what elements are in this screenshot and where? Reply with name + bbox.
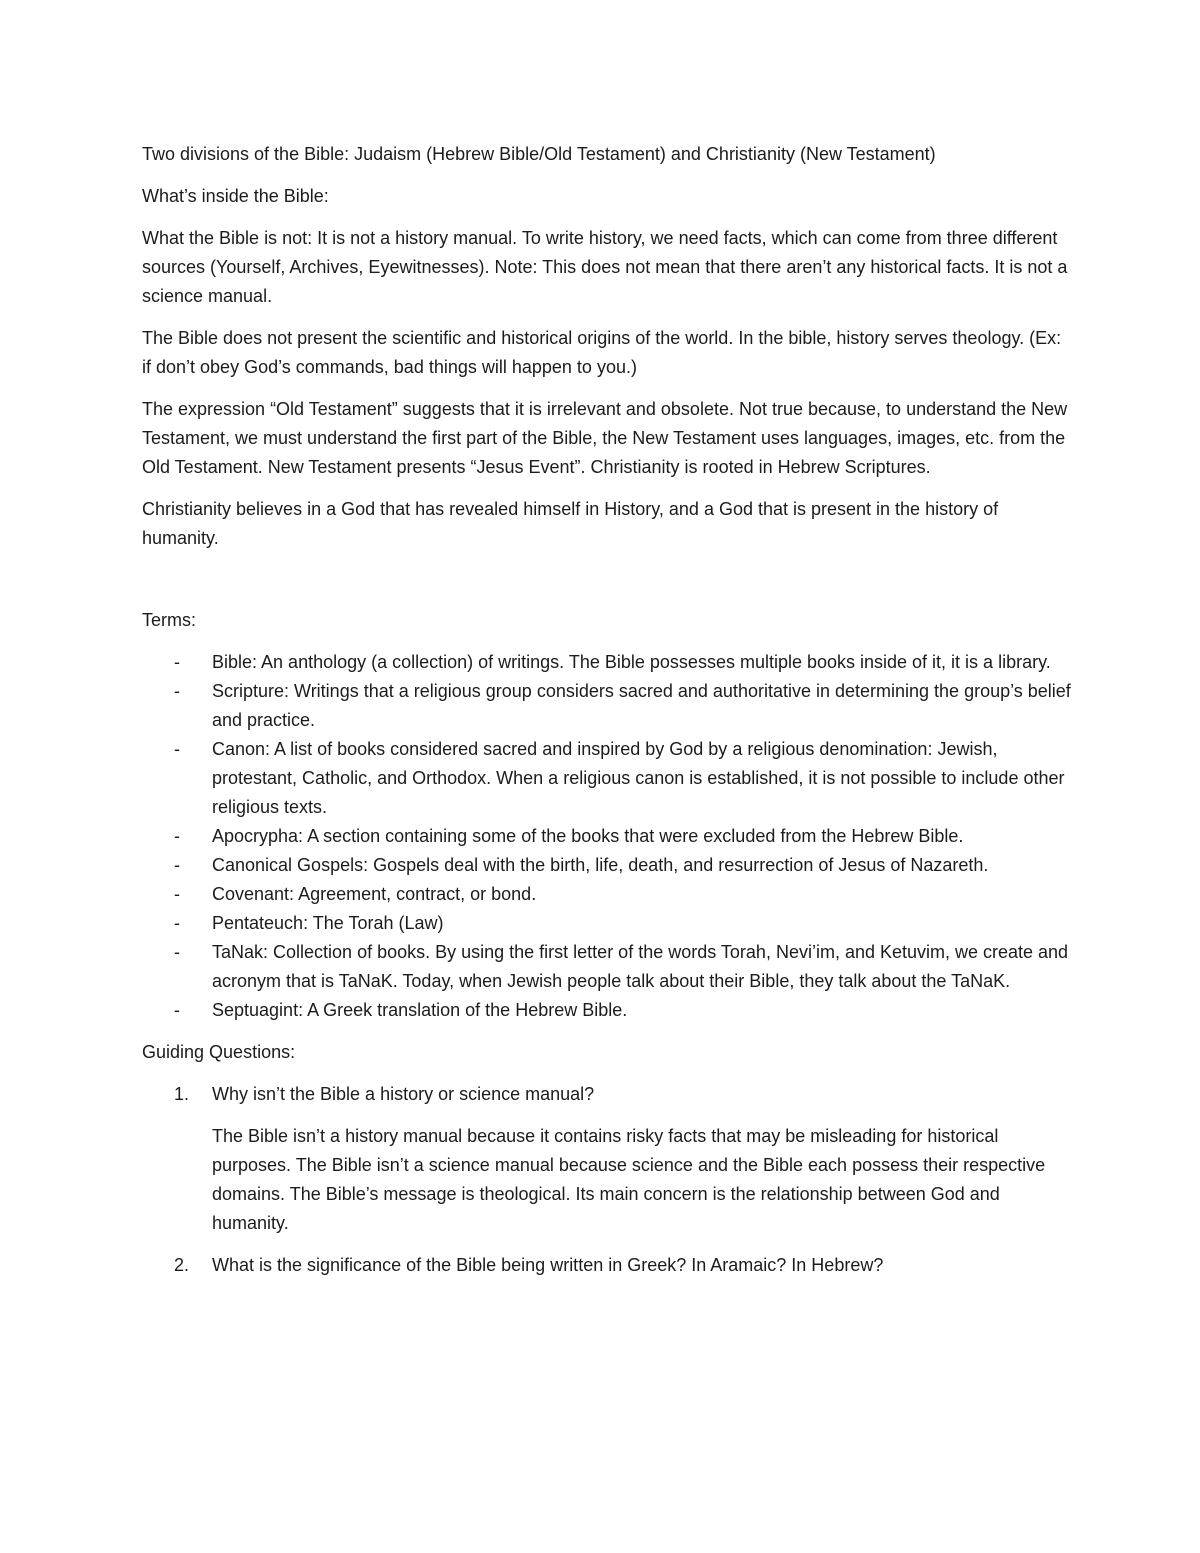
- inside-bible-paragraph: What’s inside the Bible:: [142, 186, 329, 206]
- term-text: Scripture: Writings that a religious group considers sacred and authoritative in determining the group’s belief and practice.: [212, 681, 1071, 730]
- term-item: [142, 677, 1072, 735]
- term-item: [142, 909, 1072, 938]
- question-number: 1.: [174, 1084, 190, 1104]
- term-text: Bible: An anthology (a collection) of writings. The Bible possesses multiple books inside of it, it is a library.: [212, 652, 1051, 672]
- list-bullet: -: [174, 681, 180, 701]
- question-item: [142, 1080, 1072, 1238]
- question-number: 2.: [174, 1255, 190, 1275]
- list-bullet: -: [174, 826, 180, 846]
- old-testament-paragraph: The expression “Old Testament” suggests that it is irrelevant and obsolete. Not true because, to understand the New Testament, we must understand the first part of the Bible, the New Testament uses languages, images, etc. from the Old Testament. New Testament presents “Jesus Event”. Christianity is rooted in Hebrew Scriptures.: [142, 399, 1068, 477]
- list-bullet: -: [174, 855, 180, 875]
- term-text: Covenant: Agreement, contract, or bond.: [212, 884, 537, 904]
- term-text: Canon: A list of books considered sacred and inspired by God by a religious denomination: Jewish, protestant, Catholic, and Orthodox. When a religious canon is established, it is not possible to include other religious texts.: [212, 739, 1065, 817]
- term-text: TaNak: Collection of books. By using the first letter of the words Torah, Nevi’im, and Ketuvim, we create and acronym that is TaNaK. Today, when Jewish people talk about their Bible, they talk about the TaNaK.: [212, 942, 1069, 991]
- document-page: [142, 140, 1072, 1293]
- answer-text: The Bible isn’t a history manual because it contains risky facts that may be misleading for historical purposes. The Bible isn’t a science manual because science and the Bible each possess their respective domains. The Bible’s message is theological. Its main concern is the relationship between God and humanity.: [212, 1126, 1046, 1233]
- list-bullet: -: [174, 913, 180, 933]
- term-item: [142, 822, 1072, 851]
- list-bullet: -: [174, 1000, 180, 1020]
- terms-list: [142, 648, 1072, 1025]
- origins-paragraph: The Bible does not present the scientific and historical origins of the world. In the bible, history serves theology. (Ex: if don’t obey God’s commands, bad things will happen to you.): [142, 328, 1062, 377]
- list-bullet: -: [174, 942, 180, 962]
- term-item: [142, 735, 1072, 822]
- christianity-paragraph: Christianity believes in a God that has revealed himself in History, and a God that is present in the history of humanity.: [142, 499, 999, 548]
- list-bullet: -: [174, 739, 180, 759]
- term-text: Apocrypha: A section containing some of the books that were excluded from the Hebrew Bible.: [212, 826, 964, 846]
- term-item: [142, 880, 1072, 909]
- list-bullet: -: [174, 652, 180, 672]
- term-item: [142, 996, 1072, 1025]
- question-text: What is the significance of the Bible being written in Greek? In Aramaic? In Hebrew?: [212, 1255, 884, 1275]
- term-text: Canonical Gospels: Gospels deal with the birth, life, death, and resurrection of Jesus of Nazareth.: [212, 855, 989, 875]
- question-item: [142, 1251, 1072, 1280]
- guiding-questions-heading: Guiding Questions:: [142, 1042, 296, 1062]
- term-text: Septuagint: A Greek translation of the Hebrew Bible.: [212, 1000, 628, 1020]
- guiding-questions-list: [142, 1080, 1072, 1280]
- blank-space: [142, 566, 1072, 606]
- bible-is-not-paragraph: What the Bible is not: It is not a history manual. To write history, we need facts, which can come from three different sources (Yourself, Archives, Eyewitnesses). Note: This does not mean that there aren’t any historical facts. It is not a science manual.: [142, 228, 1068, 306]
- list-bullet: -: [174, 884, 180, 904]
- terms-heading: Terms:: [142, 610, 196, 630]
- divisions-paragraph: Two divisions of the Bible: Judaism (Hebrew Bible/Old Testament) and Christianity (New Testament): [142, 144, 936, 164]
- question-text: Why isn’t the Bible a history or science manual?: [212, 1084, 595, 1104]
- term-item: [142, 938, 1072, 996]
- term-item: [142, 648, 1072, 677]
- term-text: Pentateuch: The Torah (Law): [212, 913, 444, 933]
- term-item: [142, 851, 1072, 880]
